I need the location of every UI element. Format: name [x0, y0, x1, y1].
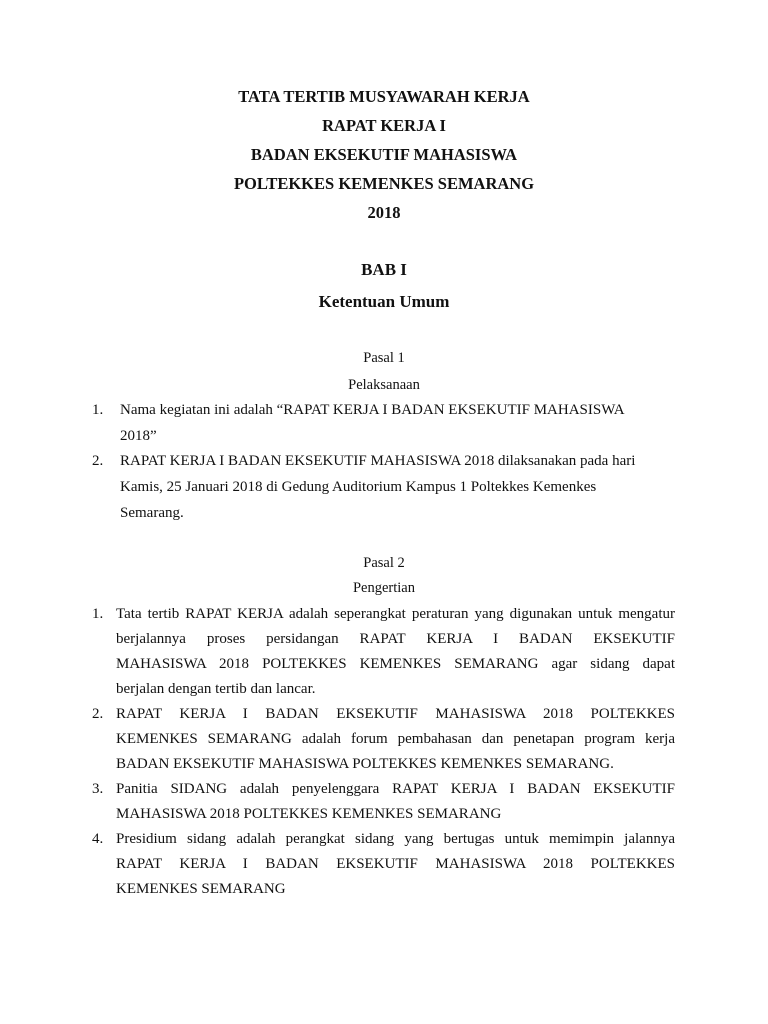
list-item-text-line: Presidium sidang adalah perangkat sidang yang bertugas untuk memimpin jalannya	[116, 831, 675, 847]
chapter-heading: Ketentuan Umum	[318, 292, 450, 311]
list-item-text-line: RAPAT KERJA I BADAN EKSEKUTIF MAHASISWA 2018 POLTEKKES	[116, 856, 675, 872]
list-item-text-line: KEMENKES SEMARANG adalah forum pembahasan dan penetapan program kerja	[116, 731, 675, 747]
list-item-text-line: MAHASISWA 2018 POLTEKKES KEMENKES SEMARANG agar sidang dapat	[116, 656, 675, 672]
document-title-line: 2018	[367, 203, 401, 222]
list-item-text-line: Nama kegiatan ini adalah “RAPAT KERJA I BADAN EKSEKUTIF MAHASISWA	[120, 402, 625, 418]
list-item-text-line: MAHASISWA 2018 POLTEKKES KEMENKES SEMARANG	[116, 806, 502, 822]
section-heading: Pelaksanaan	[348, 377, 420, 393]
list-item-text-line: KEMENKES SEMARANG	[116, 881, 286, 897]
chapter-label: BAB I	[361, 260, 407, 279]
list-item-text-line: berjalannya proses persidangan RAPAT KERJA I BADAN EKSEKUTIF	[116, 631, 675, 647]
list-item-number: 2.	[92, 706, 104, 722]
list-item-text-line: Kamis, 25 Januari 2018 di Gedung Auditorium Kampus 1 Poltekkes Kemenkes	[120, 479, 597, 495]
list-item-number: 4.	[92, 831, 104, 847]
section-heading: Pengertian	[352, 580, 415, 596]
document-title-line: BADAN EKSEKUTIF MAHASISWA	[250, 145, 518, 164]
list-item-text-line: Panitia SIDANG adalah penyelenggara RAPAT KERJA I BADAN EKSEKUTIF	[116, 781, 675, 797]
list-item-text-line: RAPAT KERJA I BADAN EKSEKUTIF MAHASISWA 2018 POLTEKKES	[116, 706, 675, 722]
list-item-text-line: RAPAT KERJA I BADAN EKSEKUTIF MAHASISWA 2018 dilaksanakan pada hari	[120, 453, 636, 469]
list-item-text-line: 2018”	[120, 428, 157, 444]
list-item-text-line: Semarang.	[120, 505, 184, 521]
list-item-number: 2.	[92, 453, 104, 470]
list-item-number: 3.	[92, 781, 104, 797]
list-item-text-line: Tata tertib RAPAT KERJA adalah seperangkat peraturan yang digunakan untuk mengatur	[116, 606, 675, 622]
section-pasal-label: Pasal 1	[363, 350, 405, 366]
list-item-number: 1.	[92, 606, 104, 622]
list-item-number: 1.	[92, 402, 104, 418]
document-title-line: POLTEKKES KEMENKES SEMARANG	[233, 174, 535, 193]
list-item-text-line: BADAN EKSEKUTIF MAHASISWA POLTEKKES KEMENKES SEMARANG.	[116, 756, 614, 772]
list-item-text-line: berjalan dengan tertib dan lancar.	[116, 681, 316, 697]
document-title-line: RAPAT KERJA I	[322, 116, 446, 135]
section-pasal-label: Pasal 2	[363, 555, 405, 571]
document-title-line: TATA TERTIB MUSYAWARAH KERJA	[238, 87, 530, 106]
